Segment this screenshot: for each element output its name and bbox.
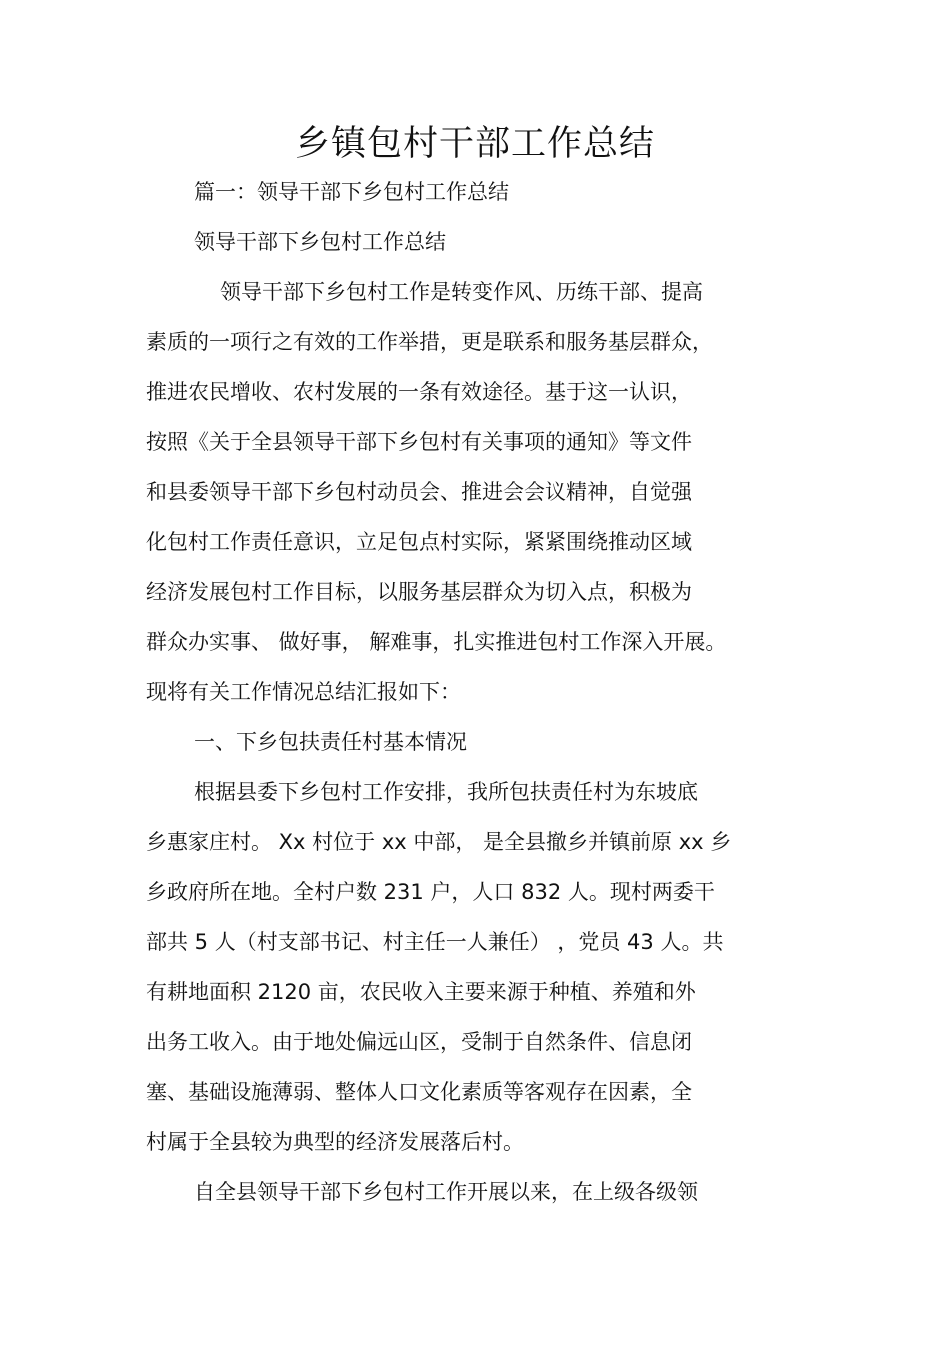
paragraph-line: 推进农民增收、农村发展的一条有效途径。基于这一认识， [146,380,692,404]
paragraph-line: 经济发展包村工作目标，以服务基层群众为切入点，积极为 [146,580,692,604]
paragraph-line: 自全县领导干部下乡包村工作开展以来，在上级各级领 [194,1180,698,1204]
paragraph-line: 部共 5 人（村支部书记、村主任一人兼任） ，党员 43 人。共 [146,930,724,954]
paragraph-line: 现将有关工作情况总结汇报如下： [146,680,461,704]
paragraph-line: 素质的一项行之有效的工作举措，更是联系和服务基层群众， [146,330,713,354]
paragraph-line: 有耕地面积 2120 亩，农民收入主要来源于种植、养殖和外 [146,980,696,1004]
paragraph-line: 群众办实事、 做好事， 解难事，扎实推进包村工作深入开展。 [146,630,727,654]
paragraph-line: 出务工收入。由于地处偏远山区，受制于自然条件、信息闭 [146,1030,692,1054]
paragraph-line: 和县委领导干部下乡包村动员会、推进会会议精神，自觉强 [146,480,692,504]
paragraph-line: 村属于全县较为典型的经济发展落后村。 [146,1130,524,1154]
document-title: 乡镇包村干部工作总结 [294,124,655,164]
paragraph-line: 塞、基础设施薄弱、整体人口文化素质等客观存在因素，全 [146,1080,692,1104]
paragraph-line: 按照《关于全县领导干部下乡包村有关事项的通知》等文件 [146,430,692,454]
paragraph-line: 领导干部下乡包村工作是转变作风、历练干部、提高 [220,280,703,304]
paragraph-line: 乡政府所在地。全村户数 231 户，人口 832 人。现村两委干 [146,880,715,904]
paragraph-line: 根据县委下乡包村工作安排，我所包扶责任村为东坡底 [194,780,698,804]
paragraph-line: 化包村工作责任意识，立足包点村实际，紧紧围绕推动区域 [146,530,692,554]
paragraph-line: 乡惠家庄村。 Xx 村位于 xx 中部， 是全县撤乡并镇前原 xx 乡 [146,830,732,854]
article-title: 领导干部下乡包村工作总结 [194,230,446,254]
section-heading: 一、下乡包扶责任村基本情况 [194,730,467,754]
chapter-heading: 篇一：领导干部下乡包村工作总结 [194,180,509,204]
